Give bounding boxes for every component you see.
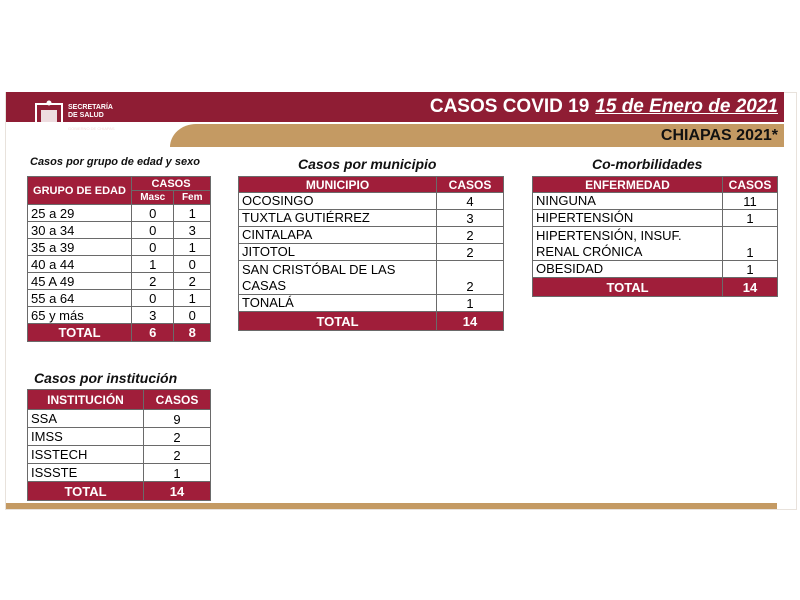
age-table-body <box>28 205 211 342</box>
footer-gold-band <box>6 503 777 509</box>
table-row <box>239 261 504 295</box>
logo-line-1: SECRETARÍA <box>68 104 113 111</box>
institution-table-body <box>28 410 211 501</box>
name-cell: TUXTLA GUTIÉRREZ <box>239 210 437 227</box>
female-cases-cell: 1 <box>174 205 211 222</box>
cases-cell: 2 <box>437 244 504 261</box>
female-cases-cell: 1 <box>174 290 211 307</box>
table-row <box>28 205 211 222</box>
age-group-cell: 55 a 64 <box>28 290 132 307</box>
table-row <box>28 446 211 464</box>
table-row <box>239 295 504 312</box>
table-row <box>239 210 504 227</box>
logo-line-2: DE SALUD <box>68 112 104 119</box>
name-cell: SSA <box>28 410 144 428</box>
total-label: TOTAL <box>28 482 144 501</box>
col-header-cases: CASOS <box>723 177 778 193</box>
state-subtitle: CHIAPAS 2021* <box>660 127 778 144</box>
comorbidities-section-title: Co-morbilidades <box>592 156 703 172</box>
col-header-municipality: MUNICIPIO <box>239 177 437 193</box>
name-cell: NINGUNA <box>533 193 723 210</box>
male-cases-cell: 2 <box>132 273 174 290</box>
female-cases-cell: 3 <box>174 222 211 239</box>
age-group-cell: 30 a 34 <box>28 222 132 239</box>
name-cell: ISSSTE <box>28 464 144 482</box>
name-cell: ISSTECH <box>28 446 144 464</box>
name-cell: HIPERTENSIÓN <box>533 210 723 227</box>
health-secretariat-logo <box>34 100 184 146</box>
table-row <box>239 193 504 210</box>
cases-cell: 2 <box>437 227 504 244</box>
total-label: TOTAL <box>239 312 437 331</box>
table-row <box>28 290 211 307</box>
female-cases-cell: 1 <box>174 239 211 256</box>
table-row <box>533 227 778 261</box>
cases-cell: 1 <box>723 210 778 227</box>
cases-cell: 2 <box>144 446 211 464</box>
age-group-cell: 40 a 44 <box>28 256 132 273</box>
total-male: 6 <box>132 324 174 342</box>
page-title <box>430 94 778 120</box>
col-header-cases: CASOS <box>132 177 211 191</box>
name-cell: HIPERTENSIÓN, INSUF. RENAL CRÓNICA <box>533 227 723 261</box>
table-row <box>533 193 778 210</box>
name-cell: JITOTOL <box>239 244 437 261</box>
table-row <box>28 464 211 482</box>
col-header-age-group: GRUPO DE EDAD <box>28 177 132 205</box>
male-cases-cell: 3 <box>132 307 174 324</box>
age-group-cell: 65 y más <box>28 307 132 324</box>
cases-cell: 3 <box>437 210 504 227</box>
table-row <box>533 210 778 227</box>
age-group-cell: 35 a 39 <box>28 239 132 256</box>
col-header-institution: INSTITUCIÓN <box>28 390 144 410</box>
total-label: TOTAL <box>533 278 723 297</box>
female-cases-cell: 0 <box>174 307 211 324</box>
total-row <box>239 312 504 331</box>
total-value: 14 <box>437 312 504 331</box>
name-cell: TONALÁ <box>239 295 437 312</box>
table-row <box>239 227 504 244</box>
age-group-cell: 45 A 49 <box>28 273 132 290</box>
col-header-male: Masc <box>132 191 174 205</box>
cases-cell: 9 <box>144 410 211 428</box>
table-row <box>533 261 778 278</box>
table-row <box>28 428 211 446</box>
age-sex-table <box>27 176 211 342</box>
table-row <box>28 273 211 290</box>
comorbidities-table-body <box>533 193 778 297</box>
col-header-cases: CASOS <box>144 390 211 410</box>
title-text: CASOS COVID 19 <box>429 96 590 117</box>
col-header-cases: CASOS <box>437 177 504 193</box>
comorbidities-table <box>532 176 778 297</box>
table-row <box>28 410 211 428</box>
table-row <box>28 239 211 256</box>
title-date: 15 de Enero de 2021 <box>595 96 778 117</box>
male-cases-cell: 0 <box>132 290 174 307</box>
name-cell: SAN CRISTÓBAL DE LAS CASAS <box>239 261 437 295</box>
table-row <box>239 244 504 261</box>
institution-section-title: Casos por institución <box>34 370 178 386</box>
total-row <box>28 482 211 501</box>
age-group-cell: 25 a 29 <box>28 205 132 222</box>
cases-cell: 11 <box>723 193 778 210</box>
logo-line-3: GOBIERNO DE CHIAPAS <box>68 126 115 131</box>
cases-cell: 2 <box>437 261 504 295</box>
age-section-title: Casos por grupo de edad y sexo <box>30 156 200 168</box>
male-cases-cell: 1 <box>132 256 174 273</box>
male-cases-cell: 0 <box>132 205 174 222</box>
cases-cell: 1 <box>144 464 211 482</box>
logo-text <box>68 104 113 120</box>
municipality-table <box>238 176 504 331</box>
table-row <box>28 222 211 239</box>
institution-table <box>27 389 211 501</box>
cases-cell: 4 <box>437 193 504 210</box>
male-cases-cell: 0 <box>132 239 174 256</box>
table-row <box>28 256 211 273</box>
coat-of-arms-icon <box>34 100 64 138</box>
cases-cell: 1 <box>723 261 778 278</box>
municipality-table-body <box>239 193 504 331</box>
municipality-section-title: Casos por municipio <box>298 156 437 172</box>
name-cell: OCOSINGO <box>239 193 437 210</box>
total-row <box>533 278 778 297</box>
cases-cell: 1 <box>437 295 504 312</box>
name-cell: IMSS <box>28 428 144 446</box>
total-row <box>28 324 211 342</box>
total-female: 8 <box>174 324 211 342</box>
cases-cell: 2 <box>144 428 211 446</box>
name-cell: CINTALAPA <box>239 227 437 244</box>
name-cell: OBESIDAD <box>533 261 723 278</box>
table-row <box>28 307 211 324</box>
cases-cell: 1 <box>723 227 778 261</box>
total-label: TOTAL <box>28 324 132 342</box>
col-header-disease: ENFERMEDAD <box>533 177 723 193</box>
female-cases-cell: 2 <box>174 273 211 290</box>
female-cases-cell: 0 <box>174 256 211 273</box>
total-value: 14 <box>144 482 211 501</box>
col-header-female: Fem <box>174 191 211 205</box>
total-value: 14 <box>723 278 778 297</box>
male-cases-cell: 0 <box>132 222 174 239</box>
